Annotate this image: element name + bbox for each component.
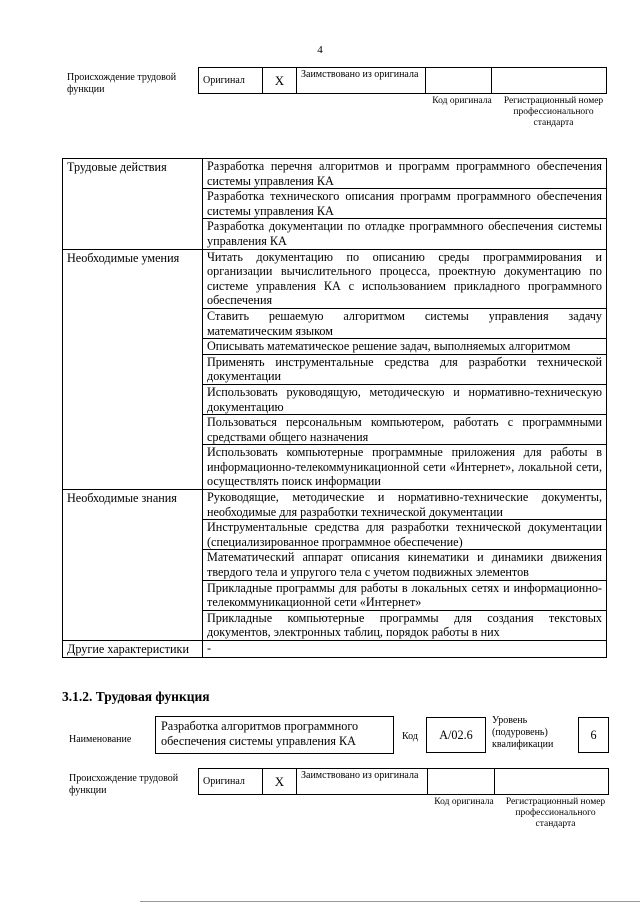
item-cell: Прикладные программы для работы в локальных сетях и информационно-телекоммуникационной сети «Интернет» [203,580,607,610]
category-cell: Трудовые действия [63,159,203,250]
item-cell: Применять инструментальные средства для разработки технической документации [203,354,607,384]
item-cell: - [203,641,607,658]
name-label: Наименование [69,734,132,745]
table-row [63,490,607,520]
code-caption: Код оригинала [432,96,492,106]
reg-caption-2: Регистрационный номер профессионального стандарта [505,797,606,829]
function-code-box: A/02.6 [426,717,486,753]
table-row [63,641,607,658]
original-code-cell-2 [428,769,495,795]
item-cell: Разработка перечня алгоритмов и программ программного обеспечения системы управления КА [203,159,607,189]
origin-label-2: Происхождение трудовой функции [69,773,179,796]
category-cell: Необходимые знания [63,490,203,641]
borrowed-label: Заимствовано из оригинала [297,68,426,94]
reg-number-cell-2 [495,769,609,795]
item-cell: Математический аппарат описания кинематики и динамики движения твердого тела и упругого тела с учетом подвижных элементов [203,550,607,580]
original-label: Оригинал [199,68,263,94]
reg-number-cell [492,68,607,94]
item-cell: Разработка технического описания программ программного обеспечения системы управления КА [203,189,607,219]
item-cell: Ставить решаемую алгоритмом системы управления задачу математическим языком [203,308,607,338]
level-value-box: 6 [578,717,609,753]
section-heading: 3.1.2. Трудовая функция [62,689,210,704]
code-caption-2: Код оригинала [434,797,494,807]
labor-function-table-body [63,159,607,658]
origin-label: Происхождение трудовой функции [67,72,177,95]
item-cell: Использовать руководящую, методическую и нормативно-техническую документацию [203,384,607,414]
item-cell: Пользоваться персональным компьютером, работать с программными средствами общего назначения [203,415,607,445]
original-code-cell [426,68,492,94]
item-cell: Инструментальные средства для разработки технической документации (специализированное программное обеспечение) [203,520,607,550]
origin-table [198,67,607,94]
borrowed-label-2: Заимствовано из оригинала [297,769,428,795]
original-label-2: Оригинал [199,769,263,795]
item-cell: Руководящие, методические и нормативно-технические документы, необходимые для разработки технической документации [203,490,607,520]
original-x-mark: X [263,68,297,94]
function-name-box: Разработка алгоритмов программного обеспечения системы управления КА [155,716,394,754]
scan-edge-line [140,901,640,902]
labor-function-table [62,158,607,658]
code-label: Код [402,731,418,742]
item-cell: Разработка документации по отладке программного обеспечения системы управления КА [203,219,607,249]
item-cell: Читать документацию по описанию среды программирования и организации вычислительного процесса, проектную документацию по системе управления КА с использованием прикладного программного обеспечения [203,249,607,308]
item-cell: Прикладные компьютерные программы для создания текстовых документов, электронных таблиц, порядок работы в них [203,610,607,640]
table-row [63,249,607,308]
origin-table-2 [198,768,609,795]
table-row [63,159,607,189]
reg-caption: Регистрационный номер профессионального стандарта [503,96,604,128]
level-label: Уровень (подуровень) квалификации [492,715,554,750]
item-cell: Использовать компьютерные программные приложения для работы в информационно-телекоммуникационной сети «Интернет», локальной сети, осуществлять поиск информации [203,445,607,490]
page-number: 4 [317,44,323,56]
original-x-mark-2: X [263,769,297,795]
category-cell: Необходимые умения [63,249,203,490]
category-cell: Другие характеристики [63,641,203,658]
item-cell: Описывать математическое решение задач, выполняемых алгоритмом [203,339,607,355]
